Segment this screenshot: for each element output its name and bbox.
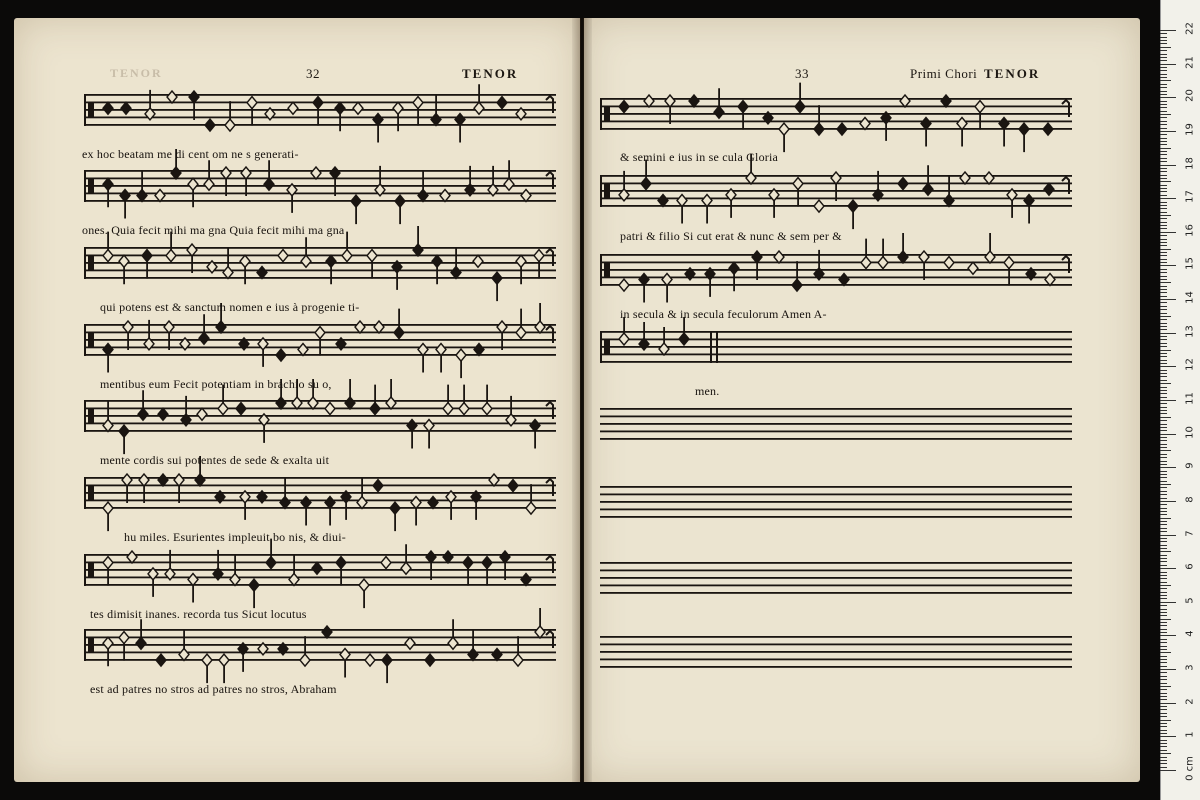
ruler-tick-minor [1160,666,1167,667]
ruler-tick-minor [1160,699,1167,700]
left-page-number: 32 [306,66,320,81]
ruler-tick-major [1160,501,1176,502]
ruler-tick-minor [1160,437,1167,438]
ruler-tick-minor [1160,319,1167,320]
ruler-tick-minor [1160,417,1171,418]
ruler-tick-minor [1160,57,1167,58]
ruler-tick-minor [1160,387,1167,388]
ruler-tick-minor [1160,168,1167,169]
ruler-tick-minor [1160,336,1167,337]
ruler-tick-minor [1160,138,1167,139]
ruler-tick-minor [1160,679,1167,680]
ruler-tick-minor [1160,662,1167,663]
ruler-tick-minor [1160,498,1167,499]
ruler-tick-minor [1160,383,1171,384]
ruler-label: 9 [1184,462,1196,469]
ruler-tick-minor [1160,235,1167,236]
ruler-tick-minor [1160,252,1167,253]
ruler-tick-major [1160,131,1176,132]
lyric-line: mentibus eum Fecit potentiam in brachio su o, [100,377,332,391]
ruler-tick-major [1160,703,1176,704]
ruler-label: 7 [1184,529,1196,537]
ruler-tick-minor [1160,228,1167,229]
ruler-tick-minor [1160,390,1167,391]
ruler-tick-minor [1160,494,1167,495]
ruler-tick-minor [1160,316,1171,317]
ruler-tick-minor [1160,420,1167,421]
ruler-tick-minor [1160,101,1167,102]
ruler-tick-minor [1160,619,1171,620]
ruler-tick-minor [1160,551,1171,552]
ruler-tick-major [1160,434,1176,435]
ruler-tick-minor [1160,245,1167,246]
ruler-tick-minor [1160,592,1167,593]
ruler-tick-minor [1160,524,1167,525]
ruler-tick-minor [1160,652,1171,653]
ruler-tick-minor [1160,454,1167,455]
ruler-tick-minor [1160,477,1167,478]
ruler-tick-minor [1160,144,1167,145]
ruler-tick-minor [1160,642,1167,643]
ruler-label: 14 [1184,291,1196,304]
ruler-label: 11 [1184,392,1196,405]
ruler-tick-minor [1160,262,1167,263]
ruler-label: 3 [1184,664,1196,671]
ruler-tick-major [1160,568,1176,569]
ruler-tick-minor [1160,558,1167,559]
ruler-tick-minor [1160,188,1167,189]
ruler-label: 0 cm [1184,756,1196,781]
lyric-line: patri & filio Si cut erat & nunc & sem per & [620,229,842,243]
ruler-tick-minor [1160,181,1171,182]
lyric-line: est ad patres no stros ad patres no stros, Abraham [90,682,337,696]
lyric-line: hu miles. Esurientes impleuit bo nis, & diui- [124,530,346,544]
ruler-tick-minor [1160,323,1167,324]
ruler-tick-minor [1160,622,1167,623]
ruler-tick-minor [1160,481,1167,482]
ruler-tick-minor [1160,249,1171,250]
ruler-tick-minor [1160,60,1167,61]
ruler-tick-major [1160,635,1176,636]
ruler-tick-minor [1160,282,1171,283]
ruler-tick-minor [1160,222,1167,223]
ruler-tick-minor [1160,521,1167,522]
ruler-tick-major [1160,602,1176,603]
ruler-tick-minor [1160,91,1167,92]
ruler-tick-major [1160,333,1176,334]
ruler-tick-minor [1160,215,1171,216]
ruler-tick-minor [1160,706,1167,707]
ruler-tick-major [1160,232,1176,233]
ruler-tick-minor [1160,444,1167,445]
ruler-label: 18 [1184,156,1196,170]
ruler-tick-minor [1160,726,1167,727]
ruler-tick-minor [1160,760,1167,761]
ruler-tick-minor [1160,329,1167,330]
ruler-tick-minor [1160,269,1167,270]
ruler-label: 16 [1184,223,1196,237]
ruler-tick-minor [1160,609,1167,610]
ruler-tick-minor [1160,309,1167,310]
ruler-tick-minor [1160,276,1167,277]
ruler-tick-minor [1160,746,1167,747]
ruler-tick-minor [1160,343,1167,344]
ruler-tick-minor [1160,121,1167,122]
ruler-label: 20 [1184,89,1196,103]
ruler-tick-minor [1160,158,1167,159]
ruler-tick-minor [1160,649,1167,650]
ruler-tick-minor [1160,67,1167,68]
ruler-tick-minor [1160,713,1167,714]
ruler-tick-major [1160,30,1176,31]
ruler-tick-minor [1160,80,1171,81]
ruler-tick-minor [1160,730,1167,731]
ruler-tick-minor [1160,457,1167,458]
ruler-tick-minor [1160,683,1167,684]
lyric-line: ones. Quia fecit mihi ma gna Quia fecit mihi ma gna [82,223,345,237]
ruler-tick-minor [1160,141,1167,142]
ruler-tick-minor [1160,659,1167,660]
ruler-tick-minor [1160,272,1167,273]
lyric-line: mente cordis sui potentes de sede & exalta uit [100,453,330,467]
ruler-tick-major [1160,165,1176,166]
ruler-tick-minor [1160,716,1167,717]
ruler-tick-minor [1160,757,1167,758]
ruler-tick-minor [1160,464,1167,465]
ruler-tick-major [1160,299,1176,300]
ruler-tick-minor [1160,672,1167,673]
ruler-tick-minor [1160,767,1167,768]
ruler-tick-minor [1160,302,1167,303]
ruler-tick-minor [1160,380,1167,381]
ruler-tick-minor [1160,410,1167,411]
ruler-tick-minor [1160,124,1167,125]
ruler-tick-minor [1160,572,1167,573]
ruler-tick-minor [1160,696,1167,697]
ruler-tick-minor [1160,565,1167,566]
right-page-number: 33 [795,66,809,81]
ruler-label: 4 [1184,630,1196,638]
ruler-tick-minor [1160,545,1167,546]
ruler-tick-minor [1160,491,1167,492]
ruler-tick-minor [1160,484,1171,485]
ruler-tick-minor [1160,615,1167,616]
ruler-tick-minor [1160,33,1167,34]
lyric-line: & semini e ius in se cula Gloria [620,150,779,164]
ruler-label: 15 [1184,257,1196,271]
ruler-tick-minor [1160,94,1167,95]
ruler-tick-minor [1160,598,1167,599]
ruler-tick-major [1160,669,1176,670]
ruler-tick-minor [1160,585,1171,586]
lyric-line: qui potens est & sanctum nomen e ius à progenie ti- [100,300,360,314]
ruler-tick-minor [1160,629,1167,630]
ruler-tick-minor [1160,413,1167,414]
ruler-tick-minor [1160,578,1167,579]
ruler-tick-minor [1160,474,1167,475]
ruler-tick-minor [1160,107,1167,108]
ruler-tick-minor [1160,212,1167,213]
ruler-tick-minor [1160,743,1167,744]
ruler-tick-minor [1160,427,1167,428]
ruler-tick-minor [1160,104,1167,105]
ruler-tick-minor [1160,582,1167,583]
ruler-tick-minor [1160,353,1167,354]
ruler-tick-minor [1160,733,1167,734]
ruler-tick-minor [1160,339,1167,340]
lyric-line: in secula & in secula feculorum Amen A- [620,307,827,321]
ruler-tick-minor [1160,676,1167,677]
ruler-tick-minor [1160,548,1167,549]
ruler-tick-minor [1160,40,1167,41]
ruler-tick-minor [1160,178,1167,179]
ruler-tick-minor [1160,605,1167,606]
ruler-tick-minor [1160,191,1167,192]
ruler-tick-minor [1160,689,1167,690]
ruler-tick-minor [1160,625,1167,626]
ruler-label: 21 [1184,55,1196,69]
ruler-tick-minor [1160,723,1167,724]
ruler-tick-minor [1160,50,1167,51]
ruler-tick-minor [1160,205,1167,206]
right-voice-label: TENOR [984,66,1041,81]
ruler-tick-minor [1160,239,1167,240]
ruler-tick-minor [1160,202,1167,203]
ruler-tick-major [1160,736,1176,737]
ruler-tick-minor [1160,511,1167,512]
ruler-tick-minor [1160,360,1167,361]
ruler-label: 10 [1184,425,1196,439]
ruler-label: 17 [1184,190,1196,204]
ruler-tick-minor [1160,242,1167,243]
ruler-tick-minor [1160,259,1167,260]
ruler-tick-minor [1160,43,1167,44]
ruler-tick-minor [1160,588,1167,589]
ruler-tick-minor [1160,171,1167,172]
ruler-label: 6 [1184,563,1196,570]
ruler-tick-minor [1160,286,1167,287]
ruler-tick-minor [1160,440,1167,441]
ruler-tick-major [1160,198,1176,199]
ruler-tick-minor [1160,709,1167,710]
left-voice-label: TENOR [462,66,519,81]
ruler-tick-minor [1160,750,1167,751]
ruler-tick-minor [1160,346,1167,347]
ruler-tick-minor [1160,148,1171,149]
ruler-tick-minor [1160,763,1167,764]
ruler-tick-minor [1160,397,1167,398]
ruler-tick-minor [1160,296,1167,297]
ruler-tick-minor [1160,393,1167,394]
ruler-label: 13 [1184,324,1196,338]
ruler-tick-minor [1160,111,1167,112]
ruler-tick-minor [1160,128,1167,129]
ruler-tick-minor [1160,528,1167,529]
ruler-tick-minor [1160,289,1167,290]
ruler-tick-minor [1160,195,1167,196]
ruler-tick-minor [1160,255,1167,256]
ruler-tick-minor [1160,356,1167,357]
ruler-tick-minor [1160,134,1167,135]
ruler-tick-minor [1160,632,1167,633]
ruler-tick-minor [1160,504,1167,505]
ruler-tick-minor [1160,508,1167,509]
ruler-tick-major [1160,97,1176,98]
lyric-line: tes dimisit inanes. recorda tus Sicut locutus [90,607,307,621]
ruler-tick-minor [1160,74,1167,75]
ruler-tick-minor [1160,518,1171,519]
ruler-tick-minor [1160,538,1167,539]
ruler-tick-minor [1160,151,1167,152]
ruler-tick-minor [1160,612,1167,613]
ruler-tick-minor [1160,37,1167,38]
ruler-tick-minor [1160,47,1171,48]
ruler-tick-minor [1160,363,1167,364]
ruler-label: 2 [1184,698,1196,705]
ruler-tick-minor [1160,595,1167,596]
ruler-tick-minor [1160,447,1167,448]
ruler-label: 12 [1184,358,1196,372]
ruler-tick-minor [1160,350,1171,351]
ruler-tick-minor [1160,487,1167,488]
ruler-tick-minor [1160,639,1167,640]
ruler-tick-minor [1160,450,1171,451]
ruler-tick-minor [1160,407,1167,408]
ruler-tick-minor [1160,117,1167,118]
ruler-tick-minor [1160,77,1167,78]
ruler-tick-minor [1160,161,1167,162]
ruler-tick-minor [1160,753,1171,754]
ruler-tick-minor [1160,720,1171,721]
ruler-tick-minor [1160,740,1167,741]
ruler-tick-minor [1160,531,1167,532]
ruler-tick-minor [1160,430,1167,431]
ruler-label: 5 [1184,597,1196,604]
ruler-label: 19 [1184,123,1196,136]
ruler-tick-major [1160,400,1176,401]
ruler-tick-minor [1160,461,1167,462]
lyric-line: men. [695,384,720,398]
ruler-tick-minor [1160,84,1167,85]
ruler-tick-minor [1160,561,1167,562]
show-through-text: TENOR [110,66,163,80]
ruler-tick-minor [1160,555,1167,556]
ruler-tick-minor [1160,54,1167,55]
ruler-tick-minor [1160,87,1167,88]
ruler-tick-major [1160,467,1176,468]
ruler-tick-minor [1160,292,1167,293]
ruler-tick-minor [1160,646,1167,647]
ruler-tick-minor [1160,575,1167,576]
ruler-tick-minor [1160,208,1167,209]
ruler-tick-minor [1160,114,1171,115]
ruler-tick-minor [1160,313,1167,314]
ruler-tick-minor [1160,70,1167,71]
ruler-tick-minor [1160,656,1167,657]
lyric-line: ex hoc beatam me di cent om ne s generati- [82,147,299,161]
ruler-tick-minor [1160,185,1167,186]
ruler-tick-minor [1160,471,1167,472]
ruler-label: 22 [1184,22,1196,35]
ruler-tick-minor [1160,218,1167,219]
ruler-tick-minor [1160,373,1167,374]
ruler-tick-minor [1160,370,1167,371]
ruler-tick-major [1160,535,1176,536]
ruler-tick-major [1160,265,1176,266]
ruler-tick-minor [1160,175,1167,176]
ruler-tick-major [1160,770,1176,771]
ruler-tick-minor [1160,403,1167,404]
ruler-tick-minor [1160,279,1167,280]
ruler-label: 1 [1184,731,1196,739]
ruler-tick-minor [1160,693,1167,694]
ruler-tick-minor [1160,154,1167,155]
ruler-label: 8 [1184,496,1196,503]
ruler-tick-minor [1160,326,1167,327]
ruler-tick-minor [1160,225,1167,226]
ruler-tick-minor [1160,686,1171,687]
ruler-tick-major [1160,366,1176,367]
ruler-tick-minor [1160,376,1167,377]
ruler-tick-major [1160,64,1176,65]
right-choir-label: Primi Chori [910,66,978,81]
ruler-tick-minor [1160,306,1167,307]
ruler-tick-minor [1160,541,1167,542]
ruler-tick-minor [1160,424,1167,425]
ruler-tick-minor [1160,514,1167,515]
